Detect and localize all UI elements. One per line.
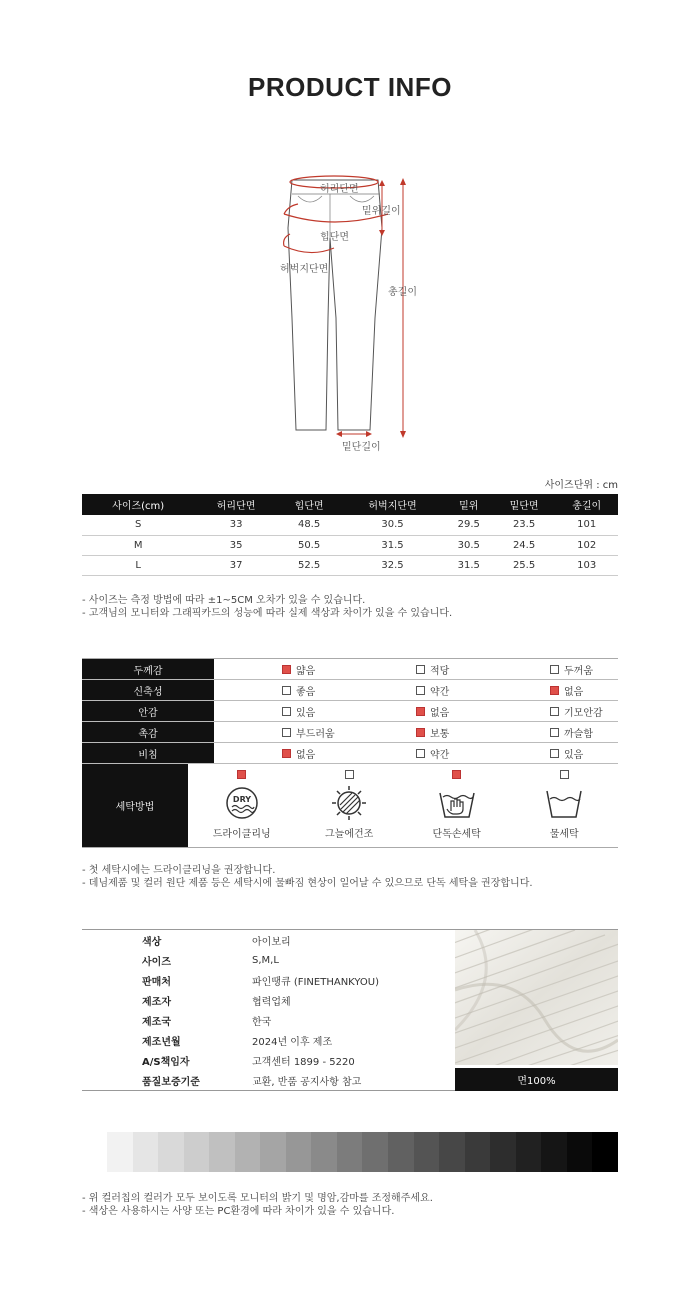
property-label: 비침 <box>82 743 214 763</box>
property-option: 좋음 <box>214 680 348 700</box>
table-cell: 32.5 <box>340 555 444 575</box>
info-key: 제조자 <box>142 996 171 1008</box>
wash-row <box>82 764 618 847</box>
wash-item-water-wash <box>510 764 618 847</box>
table-cell: 31.5 <box>340 535 444 555</box>
checkbox-icon <box>550 707 559 716</box>
property-option: 얇음 <box>214 659 348 679</box>
wash-item-label: 물세탁 <box>549 829 579 840</box>
water-wash-icon <box>544 785 584 821</box>
color-chip <box>260 1132 286 1172</box>
info-value: 교환, 반품 공지사항 참고 <box>252 1076 362 1088</box>
checkbox-icon <box>550 665 559 674</box>
wash-note: - 첫 세탁시에는 드라이클리닝을 권장합니다. <box>82 865 276 876</box>
property-row <box>82 680 618 701</box>
diagram-label-rise: 밑위길이 <box>362 206 401 217</box>
table-cell: 25.5 <box>493 555 556 575</box>
info-key: 제조국 <box>142 1016 171 1028</box>
property-option: 없음 <box>482 680 616 700</box>
monitor-note: - 위 컬러칩의 컬러가 모두 보이도록 모니터의 밝기 및 명암,감마를 조정해주세요. <box>82 1193 433 1204</box>
checkbox-icon <box>550 728 559 737</box>
color-chip <box>592 1132 618 1172</box>
checkbox-icon <box>416 728 425 737</box>
property-option: 두꺼움 <box>482 659 616 679</box>
property-label: 촉감 <box>82 722 214 742</box>
info-row <box>82 1030 454 1050</box>
table-cell: 31.5 <box>445 555 493 575</box>
size-unit: 사이즈단위 : cm <box>544 480 618 491</box>
monitor-notes <box>82 1192 433 1218</box>
info-row <box>82 1050 454 1070</box>
color-chip <box>541 1132 567 1172</box>
monitor-note: - 색상은 사용하시는 사양 또는 PC환경에 따라 차이가 있을 수 있습니다. <box>82 1206 395 1217</box>
checkbox-icon <box>416 665 425 674</box>
page-title: PRODUCT INFO <box>248 72 452 102</box>
property-option: 부드러움 <box>214 722 348 742</box>
diagram-label-hem: 밑단길이 <box>342 442 381 453</box>
color-chip <box>362 1132 388 1172</box>
info-row <box>82 970 454 990</box>
size-table <box>82 494 618 576</box>
shade-dry-icon <box>329 785 369 821</box>
size-note: - 고객님의 모니터와 그래픽카드의 성능에 따라 실제 색상과 차이가 있을 수 있습니다. <box>82 608 453 619</box>
info-row <box>82 1010 454 1030</box>
color-chip <box>439 1132 465 1172</box>
wash-note: - 데님제품 및 컬러 원단 제품 등은 세탁시에 물빠짐 현상이 일어날 수 있으므로 단독 세탁을 권장합니다. <box>82 878 533 889</box>
property-option: 적당 <box>348 659 482 679</box>
property-option: 약간 <box>348 680 482 700</box>
property-option: 있음 <box>214 701 348 721</box>
info-row <box>82 930 454 950</box>
svg-text:DRY: DRY <box>232 795 251 804</box>
fabric-properties <box>82 658 618 848</box>
table-cell: L <box>82 555 194 575</box>
checkbox-icon <box>345 770 354 779</box>
info-key: 품질보증기준 <box>142 1076 200 1088</box>
table-cell: S <box>82 515 194 535</box>
color-chip <box>184 1132 210 1172</box>
diagram-label-waist: 허리단면 <box>320 184 359 195</box>
table-cell: 102 <box>555 535 618 555</box>
checkbox-icon <box>416 686 425 695</box>
property-option: 없음 <box>348 701 482 721</box>
info-key: A/S책임자 <box>142 1056 190 1068</box>
checkbox-icon <box>416 749 425 758</box>
checkbox-icon <box>282 749 291 758</box>
product-info <box>82 929 618 1091</box>
size-notes <box>82 594 452 620</box>
table-row <box>82 555 618 575</box>
table-cell: 23.5 <box>493 515 556 535</box>
info-value: 고객센터 1899 - 5220 <box>252 1056 355 1068</box>
table-cell: 33 <box>194 515 277 535</box>
table-cell: 50.5 <box>278 535 341 555</box>
size-note: - 사이즈는 측정 방법에 따라 ±1~5CM 오차가 있을 수 있습니다. <box>82 595 366 606</box>
info-key: 사이즈 <box>142 956 171 968</box>
color-chip-bar <box>107 1132 618 1172</box>
property-row <box>82 659 618 680</box>
table-cell: 35 <box>194 535 277 555</box>
property-row <box>82 722 618 743</box>
checkbox-icon <box>282 686 291 695</box>
wash-item-hand-wash <box>403 764 511 847</box>
pants-diagram <box>270 168 430 458</box>
color-chip <box>490 1132 516 1172</box>
table-cell: M <box>82 535 194 555</box>
wash-item-label: 그늘에건조 <box>325 829 374 840</box>
property-option: 있음 <box>482 743 616 763</box>
color-chip <box>567 1132 593 1172</box>
property-option: 보통 <box>348 722 482 742</box>
checkbox-icon <box>550 749 559 758</box>
table-cell: 52.5 <box>278 555 341 575</box>
color-chip <box>311 1132 337 1172</box>
info-row <box>82 1070 454 1090</box>
size-header-cell: 밑단면 <box>493 494 556 515</box>
table-cell: 103 <box>555 555 618 575</box>
checkbox-icon <box>282 728 291 737</box>
wash-item-shade-dry <box>295 764 403 847</box>
info-value: S,M,L <box>252 954 279 966</box>
color-chip <box>337 1132 363 1172</box>
hand-wash-icon <box>437 785 477 821</box>
wash-notes <box>82 864 533 890</box>
size-header-cell: 힙단면 <box>278 494 341 515</box>
property-option: 까슬함 <box>482 722 616 742</box>
color-chip <box>235 1132 261 1172</box>
diagram-label-thigh: 허벅지단면 <box>280 264 329 275</box>
fabric-swatch-image <box>455 930 618 1065</box>
size-header-cell: 사이즈(cm) <box>82 494 194 515</box>
table-cell: 29.5 <box>445 515 493 535</box>
checkbox-icon <box>550 686 559 695</box>
table-cell: 30.5 <box>340 515 444 535</box>
checkbox-icon <box>282 665 291 674</box>
property-label: 신축성 <box>82 680 214 700</box>
size-header-cell: 허벅지단면 <box>340 494 444 515</box>
table-row <box>82 535 618 555</box>
color-chip <box>286 1132 312 1172</box>
checkbox-icon <box>416 707 425 716</box>
table-cell: 30.5 <box>445 535 493 555</box>
info-key: 색상 <box>142 936 162 948</box>
size-header-cell: 허리단면 <box>194 494 277 515</box>
info-value: 협력업체 <box>252 996 291 1008</box>
info-value: 2024년 이후 제조 <box>252 1036 333 1048</box>
property-row <box>82 743 618 764</box>
property-row <box>82 701 618 722</box>
size-header-cell: 밑위 <box>445 494 493 515</box>
checkbox-icon <box>560 770 569 779</box>
color-chip <box>158 1132 184 1172</box>
info-value: 아이보리 <box>252 936 291 948</box>
wash-item-dry-clean <box>188 764 296 847</box>
fabric-composition: 면100% <box>455 1068 618 1091</box>
info-value: 한국 <box>252 1016 272 1028</box>
diagram-label-hip: 힙단면 <box>320 232 349 243</box>
pants-illustration <box>270 168 430 458</box>
color-chip <box>388 1132 414 1172</box>
table-cell: 37 <box>194 555 277 575</box>
checkbox-icon <box>282 707 291 716</box>
size-table-header <box>82 494 618 515</box>
table-cell: 101 <box>555 515 618 535</box>
dry-clean-icon <box>224 785 260 821</box>
property-option: 없음 <box>214 743 348 763</box>
checkbox-icon <box>237 770 246 779</box>
property-option: 기모안감 <box>482 701 616 721</box>
wash-label: 세탁방법 <box>82 764 188 847</box>
info-key: 제조년월 <box>142 1036 181 1048</box>
info-key: 판매처 <box>142 976 171 988</box>
color-chip <box>107 1132 133 1172</box>
table-cell: 48.5 <box>278 515 341 535</box>
wash-item-label: 단독손세탁 <box>432 829 481 840</box>
property-option: 약간 <box>348 743 482 763</box>
info-row <box>82 990 454 1010</box>
color-chip <box>516 1132 542 1172</box>
info-value: 파인땡큐 (FINETHANKYOU) <box>252 976 380 988</box>
table-cell: 24.5 <box>493 535 556 555</box>
size-header-cell: 총길이 <box>555 494 618 515</box>
color-chip <box>414 1132 440 1172</box>
info-row <box>82 950 454 970</box>
color-chip <box>209 1132 235 1172</box>
property-label: 안감 <box>82 701 214 721</box>
table-row <box>82 515 618 535</box>
wash-item-label: 드라이클리닝 <box>212 829 271 840</box>
diagram-label-length: 총길이 <box>388 287 417 298</box>
color-chip <box>465 1132 491 1172</box>
color-chip <box>133 1132 159 1172</box>
checkbox-icon <box>452 770 461 779</box>
property-label: 두께감 <box>82 659 214 679</box>
